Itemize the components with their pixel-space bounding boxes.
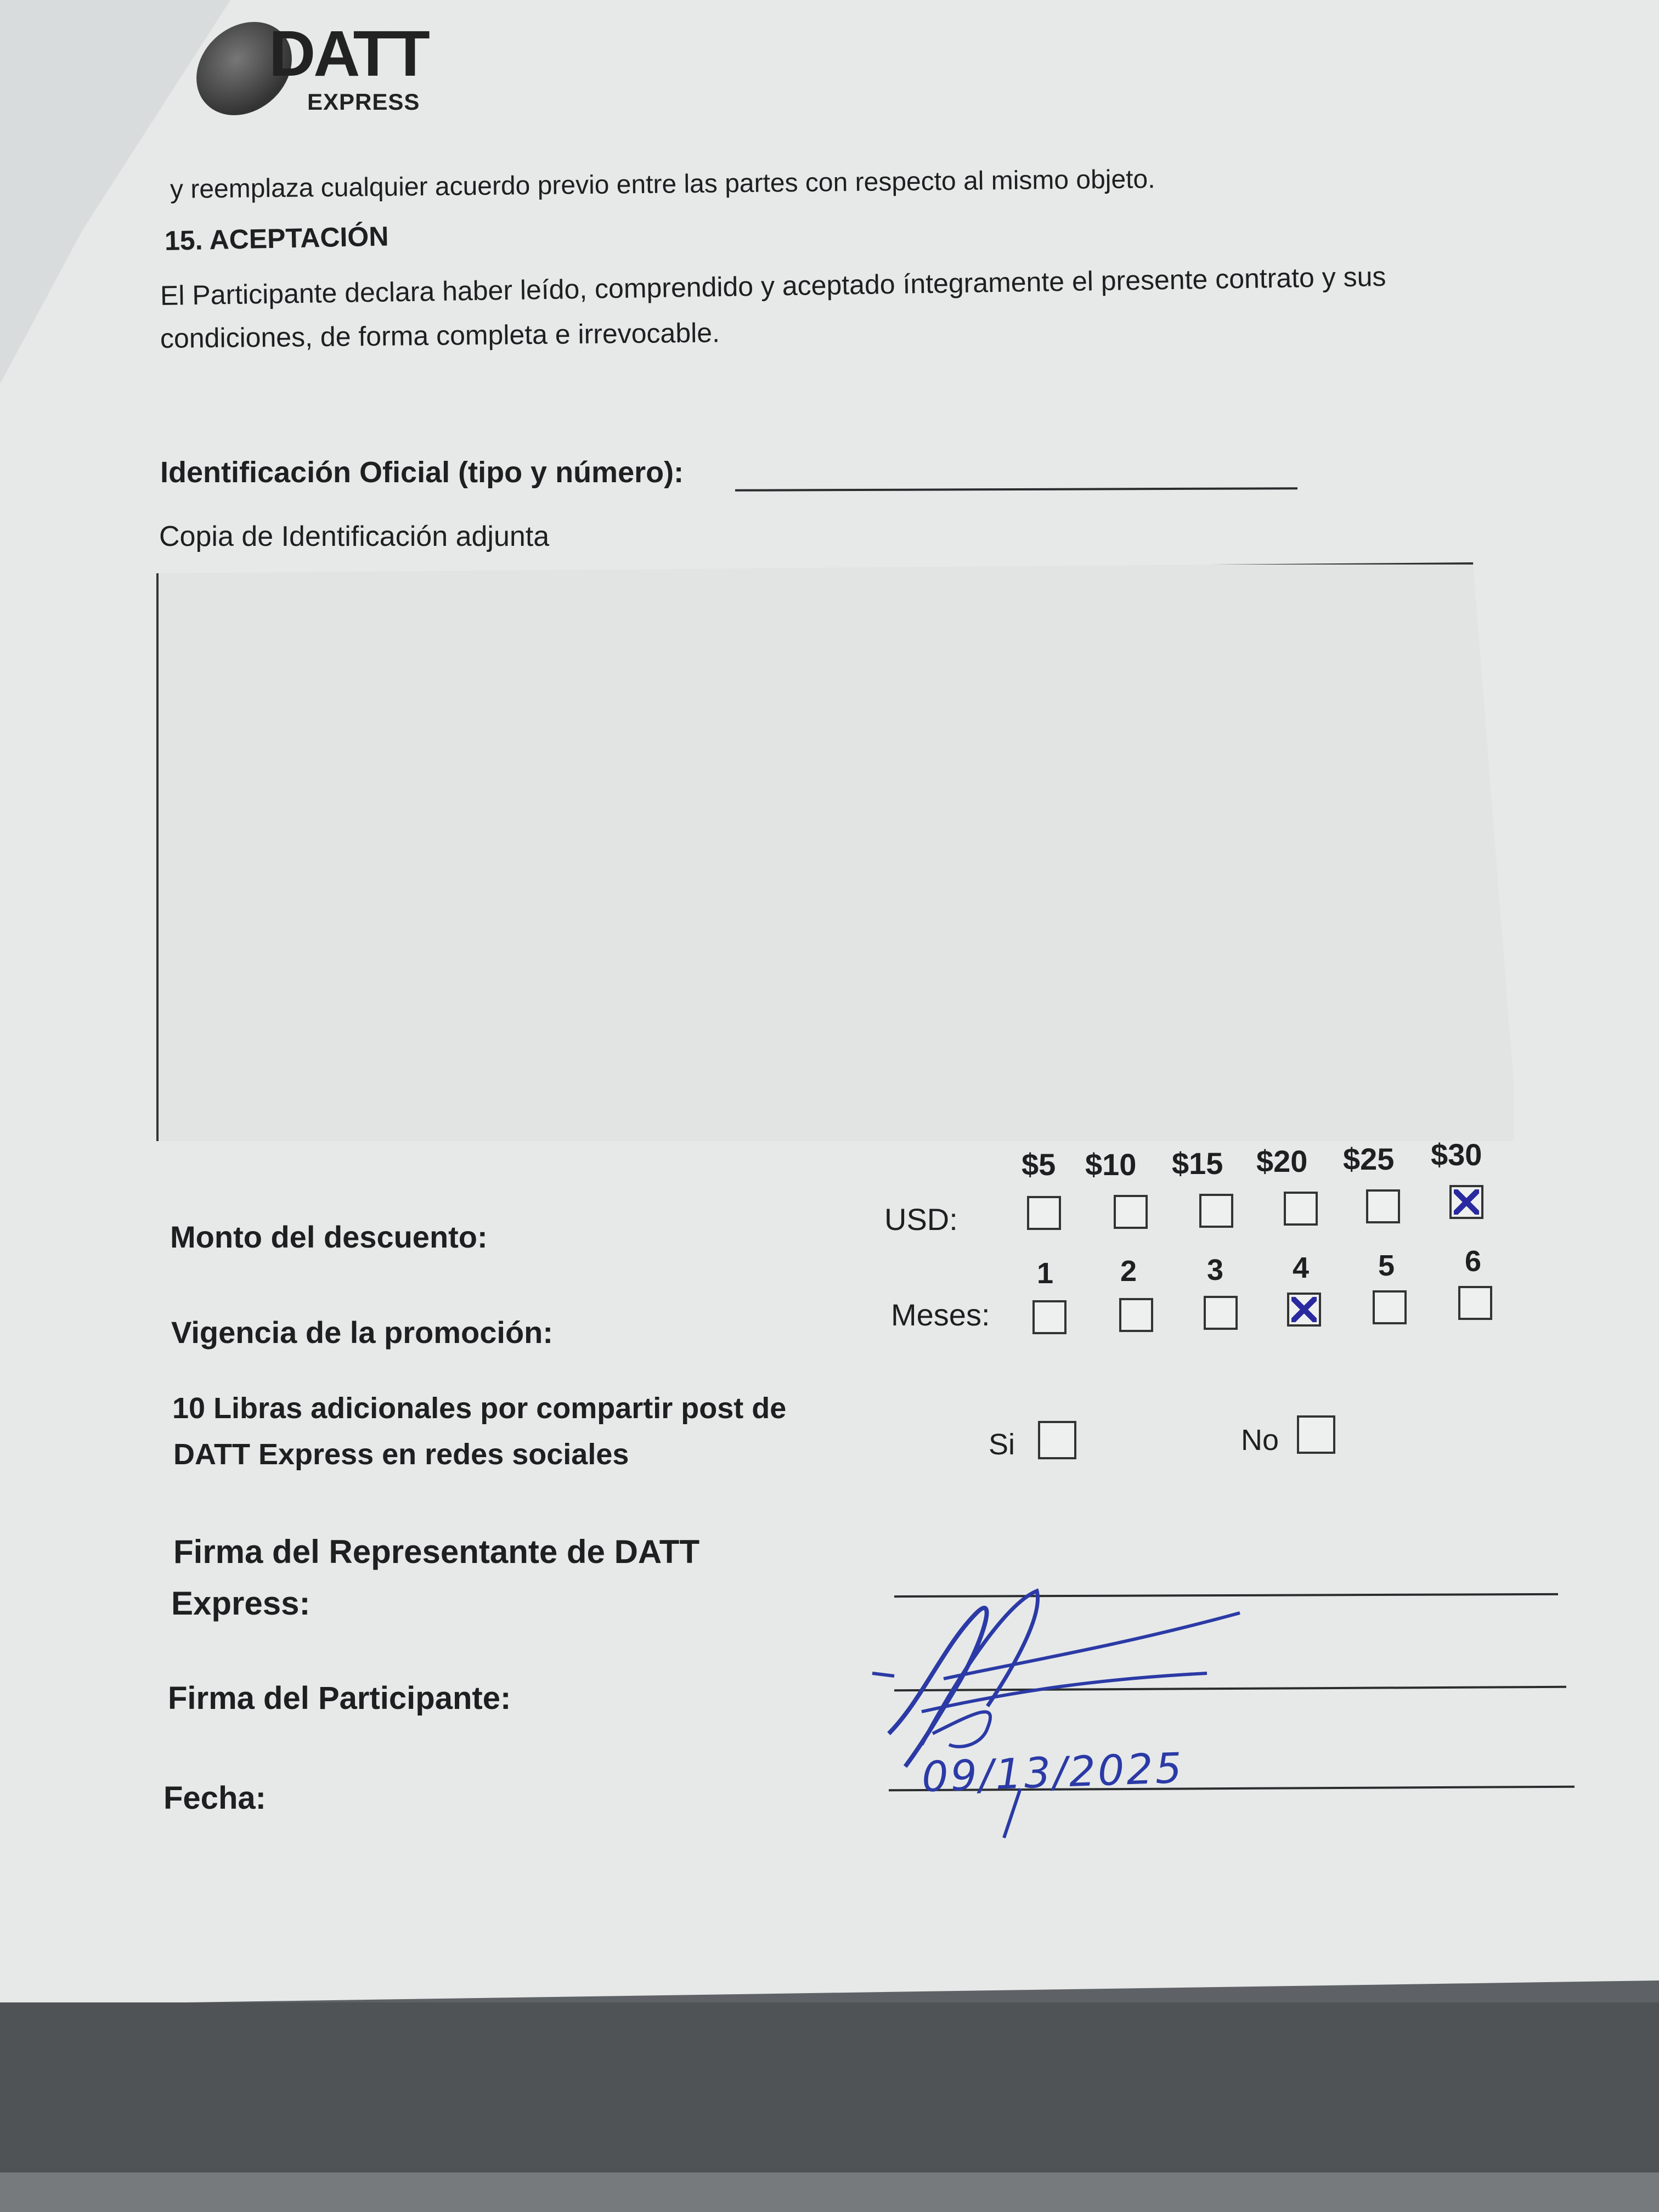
amount-option-label: $15 <box>1172 1146 1223 1181</box>
amount-option-label: $25 <box>1343 1142 1395 1176</box>
logo-subtitle: EXPRESS <box>307 89 420 115</box>
date-label: Fecha: <box>163 1780 266 1816</box>
month-checkbox-4[interactable] <box>1287 1293 1321 1327</box>
amount-checkbox-25[interactable] <box>1366 1189 1400 1223</box>
handwritten-date: 09/13/2025 <box>921 1743 1185 1802</box>
month-checkbox-1[interactable] <box>1032 1300 1066 1334</box>
month-option-label: 6 <box>1465 1245 1482 1278</box>
amount-checkbox-10[interactable] <box>1114 1195 1148 1229</box>
background-surface-edge <box>0 2172 1659 2212</box>
social-no-checkbox[interactable] <box>1297 1415 1335 1454</box>
rep-signature-label-line1: Firma del Representante de DATT <box>173 1533 700 1570</box>
month-checkbox-3[interactable] <box>1204 1296 1238 1330</box>
social-bonus-label-line1: 10 Libras adicionales por compartir post de <box>172 1392 787 1425</box>
month-checkbox-5[interactable] <box>1373 1290 1407 1324</box>
logo-wordmark: DATT <box>269 18 428 90</box>
amount-checkbox-5[interactable] <box>1027 1196 1061 1230</box>
month-option-label: 1 <box>1037 1257 1054 1290</box>
section-paragraph-line2: condiciones, de forma completa e irrevocable. <box>160 317 720 354</box>
amount-checkbox-30[interactable] <box>1449 1185 1483 1219</box>
section-paragraph-line1: El Participante declara haber leído, comprendido y aceptado íntegramente el presente contrato y sus <box>160 261 1386 311</box>
no-label: No <box>1241 1424 1279 1457</box>
intro-line: y reemplaza cualquier acuerdo previo entre las partes con respecto al mismo objeto. <box>170 165 1155 204</box>
amount-checkbox-20[interactable] <box>1284 1192 1318 1226</box>
amount-option-label: $20 <box>1256 1144 1308 1178</box>
section-title: 15. ACEPTACIÓN <box>164 221 389 256</box>
amount-option-label: $5 <box>1022 1147 1056 1182</box>
month-option-label: 3 <box>1207 1254 1224 1286</box>
discount-label: Monto del descuento: <box>170 1220 488 1254</box>
month-option-label: 2 <box>1120 1255 1137 1288</box>
amount-checkbox-15[interactable] <box>1199 1194 1233 1228</box>
id-copy-box[interactable] <box>156 562 1519 1146</box>
months-label: Meses: <box>891 1297 990 1332</box>
social-yes-checkbox[interactable] <box>1038 1421 1076 1459</box>
month-checkbox-6[interactable] <box>1458 1286 1492 1320</box>
handwritten-signature <box>856 1580 1295 1854</box>
amount-option-label: $30 <box>1431 1137 1482 1172</box>
datt-express-logo <box>198 16 439 126</box>
id-copy-label: Copia de Identificación adjunta <box>159 521 550 552</box>
promo-validity-label: Vigencia de la promoción: <box>171 1315 554 1350</box>
yes-label: Si <box>989 1428 1015 1461</box>
id-label: Identificación Oficial (tipo y número): <box>160 456 684 489</box>
month-checkbox-2[interactable] <box>1119 1298 1153 1332</box>
rep-signature-label-line2: Express: <box>171 1585 311 1622</box>
participant-signature-label: Firma del Participante: <box>168 1680 511 1716</box>
month-option-label: 5 <box>1378 1249 1395 1282</box>
amount-option-label: $10 <box>1085 1147 1137 1182</box>
social-bonus-label-line2: DATT Express en redes sociales <box>173 1438 629 1471</box>
month-option-label: 4 <box>1293 1251 1310 1284</box>
currency-label: USD: <box>884 1202 958 1237</box>
